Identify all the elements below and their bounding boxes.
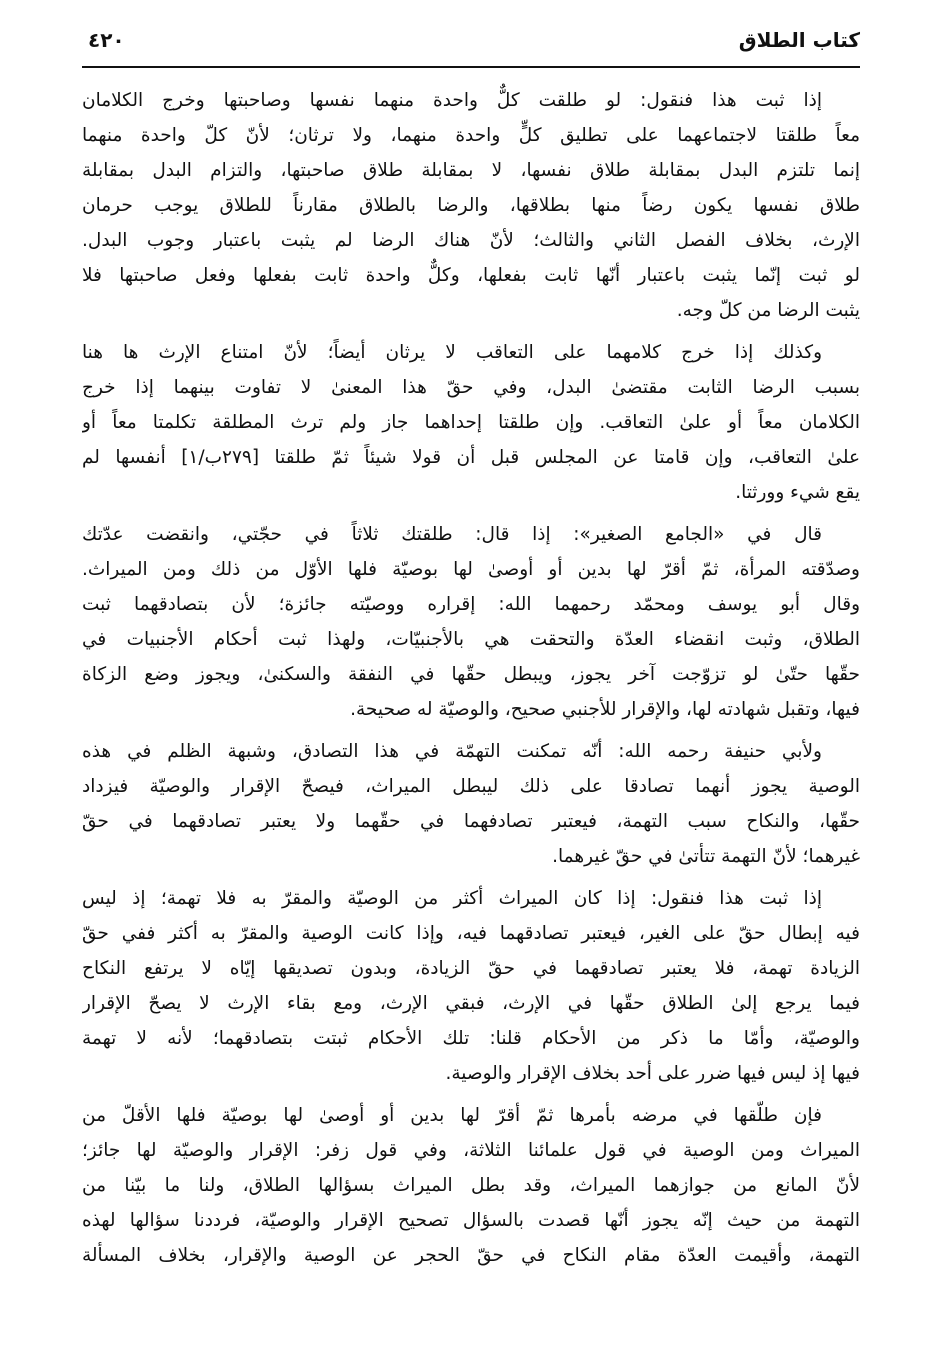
text-line: فيها إذ ليس فيها ضرر على أحد بخلاف الإقرار والوصية.	[445, 1063, 860, 1084]
text-line: الكلامان معاً أو علىٰ التعاقب. وإن طلقتا إحداهما جاز ولم ترث المطلقة تكلمتا معاً أو	[82, 412, 860, 433]
text-line: إذا ثبت هذا فنقول: إذا كان الميراث أكثر من الوصيّة والمقرّ به فلا تهمة؛ إذ ليس	[82, 888, 822, 909]
text-line: الزيادة تهمة، فلا يعتبر تصادقهما في حقّ الزيادة، وبدون تصديقها إيّاه لا يرتفع النكاح	[82, 958, 860, 979]
text-line: فيما يرجع إلىٰ الطلاق حقّها في الإرث، فبقي الإرث، ومع بقاء الإرث لا يصحّ الإقرار	[82, 993, 860, 1014]
text-line: وكذلك إذا خرج كلامهما على التعاقب لا يرثان أيضاً؛ لأنّ امتناع الإرث ها هنا	[82, 342, 822, 363]
text-line: التهمة من حيث إنّه يجوز أنّها قصدت بالسؤال تصحيح الإقرار والوصيّة، فرددنا سؤالها لهذه	[82, 1210, 860, 1231]
paragraph	[82, 517, 860, 727]
paragraph	[82, 734, 860, 874]
text-line: التهمة، وأقيمت العدّة مقام النكاح في حقّ الحجر عن الوصية والإقرار، بخلاف المسألة	[82, 1245, 860, 1266]
text-line: والوصيّة، وأمّا ما ذكر من الأحكام قلنا: تلك الأحكام ثبتت بتصادقهما؛ لأنه لا تهمة	[82, 1028, 860, 1049]
text-line: علىٰ التعاقب، وإن قامتا عن المجلس قبل أن قولا شيئاً ثمّ طلقتا [٢٧٩ب/١] أنفسها لم	[82, 447, 860, 468]
page-number: ٤٢٠	[88, 28, 125, 52]
paragraph	[82, 83, 860, 328]
text-line: يقع شيء وورثتا.	[735, 482, 860, 503]
text-line: وقال أبو يوسف ومحمّد رحمهما الله: إقراره ووصيّته جائزة؛ لأن بتصادقهما ثبت	[82, 594, 860, 615]
body-text	[82, 83, 860, 1280]
text-line: إنما تلتزم البدل بمقابلة طلاق نفسها، لا بمقابلة طلاق صاحبتها، والتزام البدل بمقابلة	[82, 160, 860, 181]
paragraph	[82, 335, 860, 510]
text-line: طلاق نفسها يكون رضاً منها بطلاقها، والرضا بالطلاق مقارناً للطلاق يوجب حرمان	[82, 195, 860, 216]
text-line: ولأبي حنيفة رحمه الله: أنّه تمكنت التهمّة في هذا التصادق، وشبهة الظلم في هذه	[82, 741, 822, 762]
text-line: فيها، وتقبل شهادته لها، والإقرار للأجنبي صحيح، والوصيّة له صحيحة.	[350, 699, 860, 720]
text-line: غيرهما؛ لأنّ التهمة تتأتىٰ في حقّ غيرهما.	[552, 846, 860, 867]
text-line: الميراث ومن الوصية في قول علمائنا الثلاثة، وفي قول زفر: الإقرار والوصيّة لها جائز؛	[82, 1140, 860, 1161]
text-line: قال في «الجامع الصغير»: إذا قال: طلقتك ثلاثاً في حجّتي، وانقضت عدّتك	[82, 524, 822, 545]
paragraph	[82, 881, 860, 1091]
text-line: الطلاق، وثبت انقضاء العدّة والتحقت هي بالأجنبيّات، ولهذا ثبت أحكام الأجنبيات في	[82, 629, 860, 650]
text-line: حقّها، والنكاح سبب التهمة، فيعتبر تصادفهما في حقّهما ولا يعتبر تصادقهما في حقّ	[82, 811, 860, 832]
paragraph	[82, 1098, 860, 1273]
running-header	[82, 26, 860, 62]
text-line: بسبب الرضا الثابت مقتضىٰ البدل، وفي حقّ هذا المعنىٰ لا تفاوت بينهما إذا خرج	[82, 377, 860, 398]
text-line: فإن طلّقها في مرضه بأمرها ثمّ أقرّ لها بدين أو أوصىٰ لها بوصيّة فلها الأقلّ من	[82, 1105, 822, 1126]
text-line: الإرث، بخلاف الفصل الثاني والثالث؛ لأنّ هناك الرضا لم يثبت باعتبار وجوب البدل.	[82, 230, 860, 251]
text-line: يثبت الرضا من كلّ وجه.	[676, 300, 860, 321]
text-line: لو ثبت إنّما يثبت باعتبار أنّها ثابت بفعلها، وكلٌّ واحدة ثابت بفعلها وفعل صاحبتها فلا	[82, 265, 860, 286]
text-line: حقّها حتّىٰ لو تزوّجت آخر يجوز، ويبطل حقّها في النفقة والسكنىٰ، ويجوز وضع الزكاة	[82, 664, 860, 685]
text-line: إذا ثبت هذا فنقول: لو طلقت كلٌّ واحدة منهما نفسها وصاحبتها وخرج الكلامان	[82, 90, 822, 111]
header-rule	[82, 66, 860, 68]
text-line: لأنّ المانع من جوازهما الميراث، وقد بطل الميراث بسؤالها الطلاق، ولنا ما بيّنا من	[82, 1175, 860, 1196]
text-line: فيه إبطال حقّ على الغير، فيعتبر تصادقهما فيه، وإذا كانت الوصية والمقرّ به أكثر ففي حقّ	[82, 923, 860, 944]
text-line: وصدّقته المرأة، ثمّ أقرّ لها بدين أو أوصىٰ لها بوصيّة فلها الأوّل من ذلك ومن الميراث.	[82, 559, 860, 580]
text-line: معاً طلقتا لاجتماعهما على تطليق كلٍّ واحدة منهما، ولا ترثان؛ لأنّ كلّ واحدة منهما	[82, 125, 860, 146]
text-line: الوصية يجوز أنهما تصادقا على ذلك ليبطل الميراث، فيصحّ الإقرار والوصيّة فيزداد	[82, 776, 860, 797]
running-title: كتاب الطلاق	[738, 28, 860, 52]
